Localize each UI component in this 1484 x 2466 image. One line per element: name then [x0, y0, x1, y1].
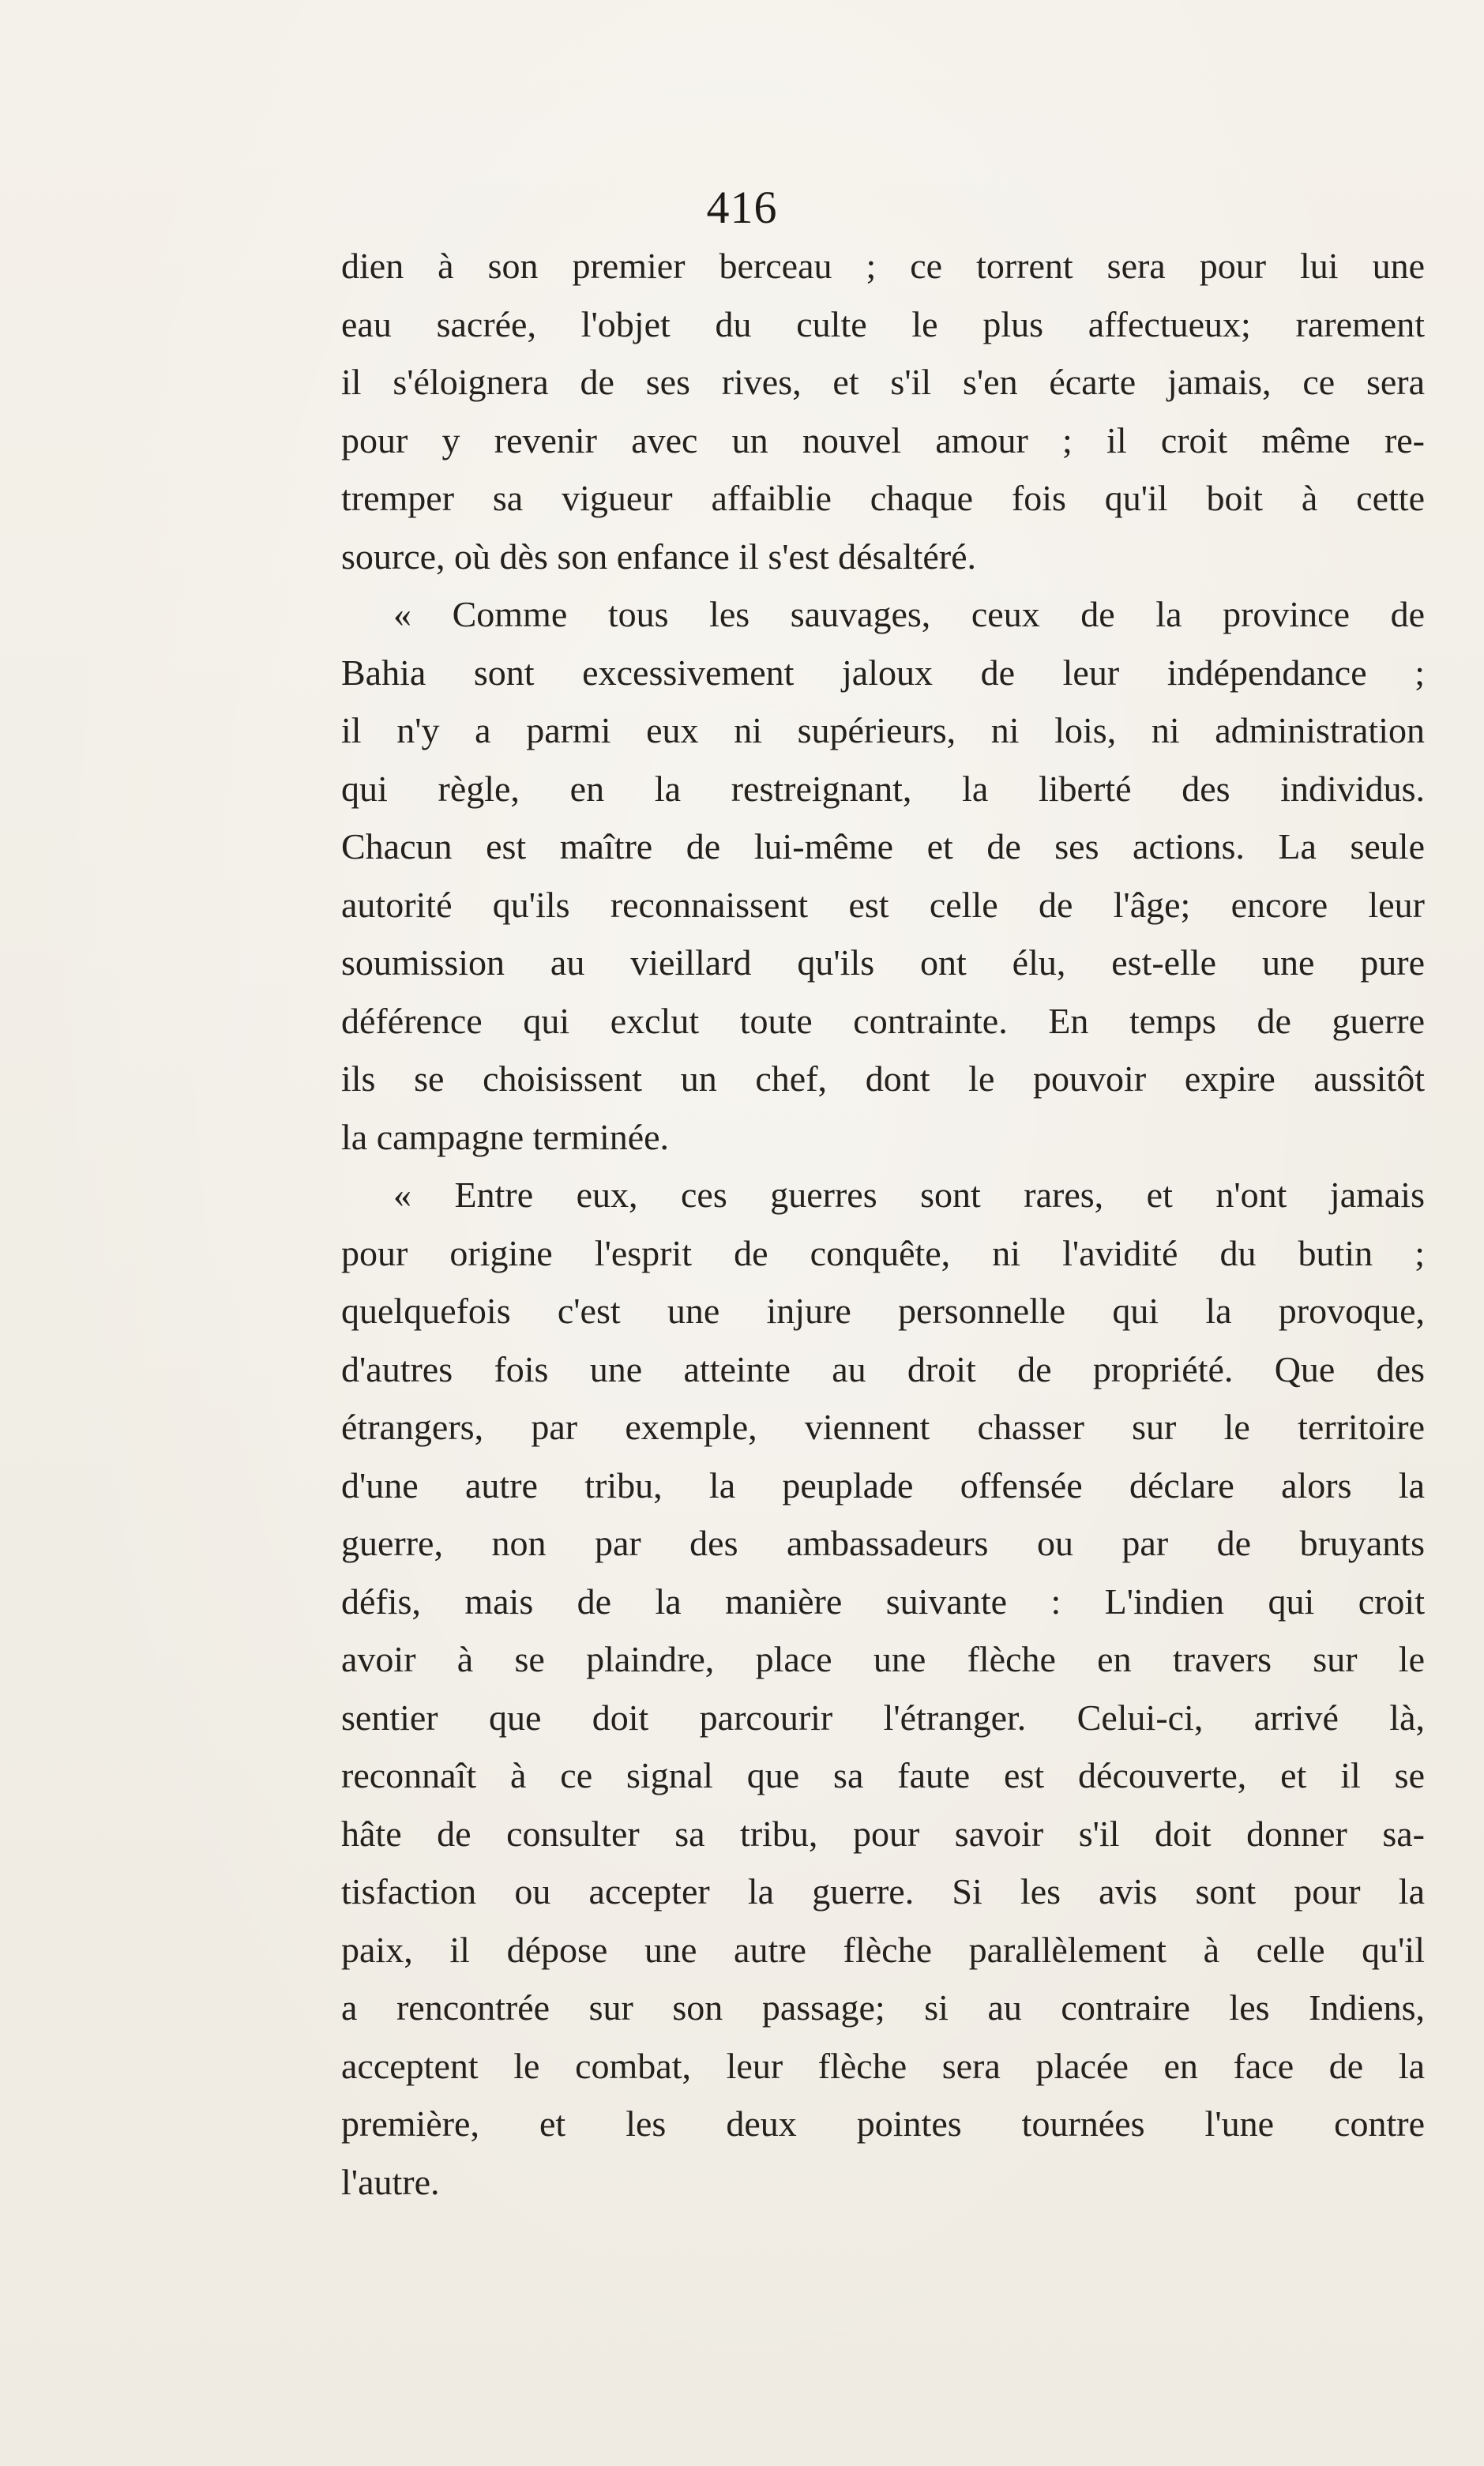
text-line: a rencontrée sur son passage; si au contraire les Indiens, — [341, 1987, 1425, 2028]
text-line: sentier que doit parcourir l'étranger. Celui-ci, arrivé là, — [341, 1697, 1425, 1738]
text-line: soumission au vieillard qu'ils ont élu, est-elle une pure — [341, 942, 1425, 983]
body-text — [341, 237, 1425, 2211]
text-line: reconnaît à ce signal que sa faute est découverte, et il se — [341, 1755, 1425, 1795]
text-line: ils se choisissent un chef, dont le pouvoir expire aussitôt — [341, 1058, 1425, 1099]
text-line: « Entre eux, ces guerres sont rares, et n'ont jamais — [393, 1175, 1425, 1215]
text-line: d'autres fois une atteinte au droit de propriété. Que des — [341, 1348, 1425, 1389]
text-line: il s'éloignera de ses rives, et s'il s'en écarte jamais, ce sera — [341, 362, 1425, 402]
text-line: d'une autre tribu, la peuplade offensée déclare alors la — [341, 1464, 1425, 1506]
text-line: avoir à se plaindre, place une flèche en travers sur le — [341, 1639, 1425, 1679]
page-number: 416 — [706, 182, 778, 233]
text-line: hâte de consulter sa tribu, pour savoir s'il doit donner sa- — [341, 1813, 1425, 1854]
text-line: acceptent le combat, leur flèche sera placée en face de la — [341, 2045, 1425, 2086]
text-line: Chacun est maître de lui-même et de ses actions. La seule — [341, 826, 1425, 866]
paragraph-end-line: source, où dès son enfance il s'est désaltéré. — [341, 536, 977, 577]
text-line: tisfaction ou accepter la guerre. Si les avis sont pour la — [341, 1871, 1425, 1912]
text-line: pour origine l'esprit de conquête, ni l'avidité du butin ; — [341, 1232, 1425, 1273]
text-line: quelquefois c'est une injure personnelle qui la provoque, — [341, 1291, 1425, 1331]
text-line: il n'y a parmi eux ni supérieurs, ni lois, ni administration — [341, 710, 1425, 750]
paragraph-end-line: la campagne terminée. — [341, 1116, 670, 1157]
text-line: tremper sa vigueur affaiblie chaque fois qu'il boit à cette — [341, 478, 1425, 518]
text-line: défis, mais de la manière suivante : L'indien qui croit — [341, 1581, 1425, 1622]
paragraph-end-line: l'autre. — [341, 2161, 440, 2202]
text-line: autorité qu'ils reconnaissent est celle de l'âge; encore leur — [341, 884, 1425, 925]
text-line: étrangers, par exemple, viennent chasser sur le territoire — [341, 1407, 1425, 1447]
text-line: qui règle, en la restreignant, la liberté des individus. — [341, 768, 1425, 809]
text-line: dien à son premier berceau ; ce torrent sera pour lui une — [341, 246, 1425, 286]
text-line: première, et les deux pointes tournées l'une contre — [341, 2103, 1425, 2144]
text-line: « Comme tous les sauvages, ceux de la province de — [393, 594, 1425, 634]
text-line: eau sacrée, l'objet du culte le plus affectueux; rarement — [341, 303, 1425, 344]
text-line: paix, il dépose une autre flèche parallèlement à celle qu'il — [341, 1929, 1425, 1970]
text-line: déférence qui exclut toute contrainte. En temps de guerre — [341, 1000, 1425, 1041]
text-line: guerre, non par des ambassadeurs ou par de bruyants — [341, 1523, 1425, 1563]
text-line: Bahia sont excessivement jaloux de leur indépendance ; — [341, 652, 1425, 693]
text-line: pour y revenir avec un nouvel amour ; il croit même re- — [341, 419, 1425, 460]
